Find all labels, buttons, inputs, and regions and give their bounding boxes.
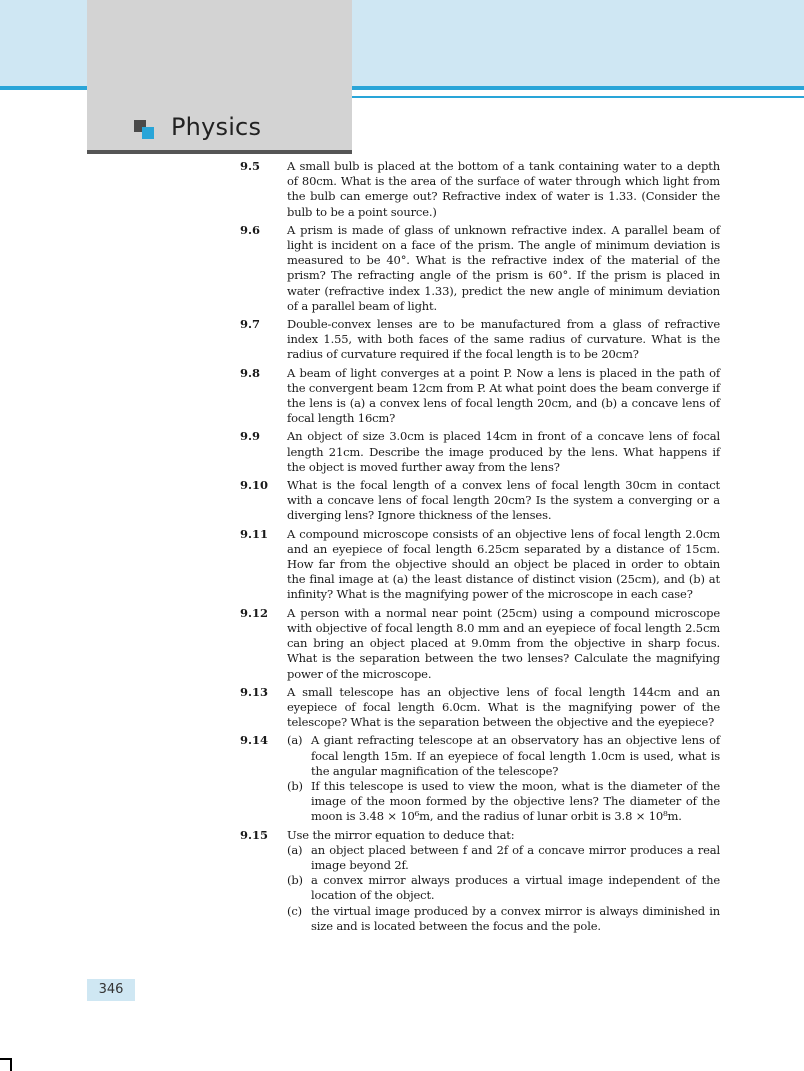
exercise-text: What is the focal length of a convex lens of focal length 30cm in contact with a concave lens of focal length 20cm? Is the system a converging or a diverging lens? Ignore thickness of the lenses.	[287, 478, 720, 523]
exercise-part-text: A giant refracting telescope at an observatory has an objective lens of focal length 15m. If an eyepiece of focal length 1.0cm is used, what is the angular magnification of the telescope?	[311, 733, 720, 778]
exercise-number: 9.12	[240, 605, 269, 620]
exercise-part	[287, 904, 720, 934]
exercise-part	[287, 779, 720, 825]
exercise-body	[287, 828, 720, 934]
exercise-body	[287, 527, 720, 603]
exercise-part	[287, 873, 720, 903]
exercise-text: A small telescope has an objective lens of focal length 144cm and an eyepiece of focal length 6.0cm. What is the magnifying power of the telescope? What is the separation between the objective and the eyepiece?	[287, 684, 720, 730]
exercise-body	[287, 685, 720, 731]
exercise-part-label: (a)	[287, 842, 303, 857]
exercise-text: A prism is made of glass of unknown refractive index. A parallel beam of light is incident on a face of the prism. The angle of minimum deviation is measured to be 40°. What is the refractive index of the material of the prism? The refracting angle of the prism is 60°. If the prism is placed in water (refractive index 1.33), predict the new angle of minimum deviation of a parallel beam of light.	[287, 222, 720, 313]
exercise-part-label: (b)	[287, 778, 303, 793]
exercise-item	[240, 317, 720, 363]
exercise-part-text: a convex mirror always produces a virtual image independent of the location of the object.	[311, 873, 720, 903]
exercise-body	[287, 317, 720, 363]
exercise-item	[240, 478, 720, 524]
exercise-item	[240, 429, 720, 475]
exercise-part-label: (a)	[287, 733, 303, 748]
exercise-item	[240, 685, 720, 731]
page-number: 346	[87, 979, 135, 1001]
exercise-number: 9.6	[240, 222, 261, 237]
exercise-text: A person with a normal near point (25cm) using a compound microscope with objective of focal length 8.0 mm and an eyepiece of focal length 2.5cm can bring an object placed at 9.0mm from the objective in sharp focus. What is the separation between the two lenses? Calculate the magnifying power of the microscope.	[287, 605, 720, 681]
exercise-number: 9.7	[240, 317, 261, 332]
exercise-number: 9.13	[240, 684, 269, 699]
exercise-number: 9.8	[240, 365, 261, 380]
exercise-part-label: (b)	[287, 873, 303, 888]
exercise-item	[240, 366, 720, 427]
chapter-squares-icon	[134, 120, 156, 140]
exercise-text: Double-convex lenses are to be manufactured from a glass of refractive index 1.55, with both faces of the same radius of curvature. What is the radius of curvature required if the focal length is to be 20cm?	[287, 317, 720, 362]
exercise-text: A compound microscope consists of an objective lens of focal length 2.0cm and an eyepiece of focal length 6.25cm separated by a distance of 15cm. How far from the objective should an object be placed in order to obtain the final image at (a) the least distance of distinct vision (25cm), and (b) at infinity? What is the magnifying power of the microscope in each case?	[287, 526, 720, 602]
exercise-part-label: (c)	[287, 903, 302, 918]
exercise-number: 9.14	[240, 733, 269, 748]
exercise-body	[287, 478, 720, 524]
exercise-part	[287, 733, 720, 779]
exercise-number: 9.15	[240, 827, 269, 842]
exercise-number: 9.9	[240, 429, 261, 444]
exercise-item	[240, 527, 720, 603]
exercise-item	[240, 606, 720, 682]
exercise-number: 9.11	[240, 526, 269, 541]
exercise-text: A small bulb is placed at the bottom of a tank containing water to a depth of 80cm. What is the area of the surface of water through which light from the bulb can emerge out? Refractive index of water is 1.33. (Consider the bulb to be a point source.)	[287, 159, 720, 219]
exercise-number: 9.10	[240, 478, 269, 493]
exercise-text: A beam of light converges at a point P. Now a lens is placed in the path of the convergent beam 12cm from P. At what point does the beam converge if the lens is (a) a convex lens of focal length 20cm, and (b) a concave lens of focal length 16cm?	[287, 365, 720, 426]
chapter-header-rule	[87, 150, 352, 154]
exercise-body	[287, 733, 720, 824]
exercise-body	[287, 159, 720, 220]
exercise-list	[240, 159, 720, 937]
exercise-text: Use the mirror equation to deduce that:	[287, 827, 515, 842]
exercise-item	[240, 223, 720, 314]
exercise-part-text: the virtual image produced by a convex mirror is always diminished in size and is located between the focus and the pole.	[311, 903, 720, 933]
exercise-part-text: an object placed between f and 2f of a concave mirror produces a real image beyond 2f.	[311, 842, 720, 872]
exercise-body	[287, 223, 720, 314]
exercise-part-text: If this telescope is used to view the moon, what is the diameter of the image of the moon formed by the objective lens? The diameter of the moon is 3.48 × 10⁶m, and the radius of lunar orbit is 3.8 × 10⁸m.	[311, 778, 720, 824]
exercise-text: An object of size 3.0cm is placed 14cm in front of a concave lens of focal length 21cm. Describe the image produced by the lens. What happens if the object is moved further away from the lens?	[287, 429, 720, 474]
exercise-item	[240, 733, 720, 824]
exercise-item	[240, 828, 720, 934]
header-rule-thin	[352, 96, 804, 98]
exercise-body	[287, 366, 720, 427]
exercise-part	[287, 843, 720, 873]
exercise-body	[287, 606, 720, 682]
exercise-item	[240, 159, 720, 220]
chapter-title: Physics	[171, 113, 262, 141]
exercise-number: 9.5	[240, 159, 261, 173]
exercise-body	[287, 429, 720, 475]
crop-mark-bottom-left-h	[0, 1058, 12, 1060]
